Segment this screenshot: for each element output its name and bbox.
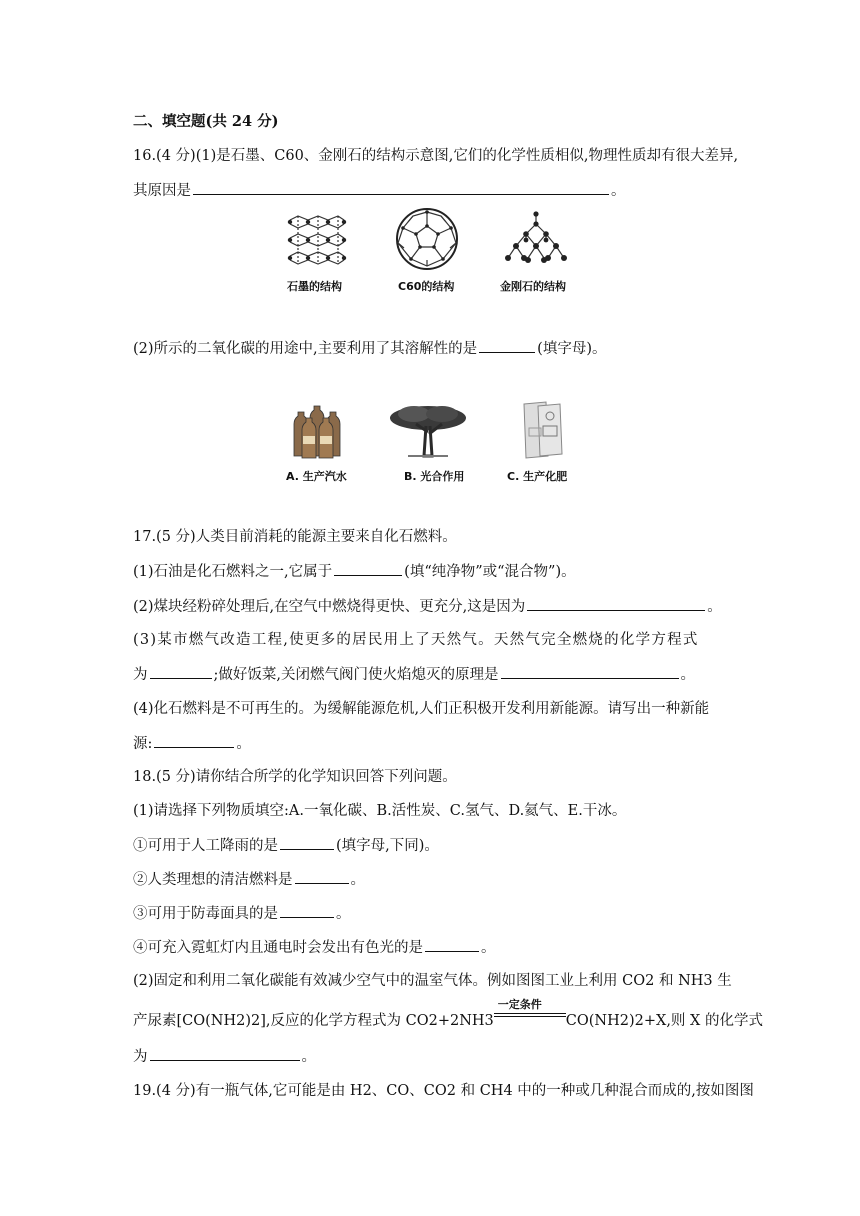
c60-structure-image <box>394 206 460 272</box>
q17-p4-blank <box>154 733 234 748</box>
diamond-structure-image <box>504 210 568 270</box>
soda-bottles-image <box>290 398 352 460</box>
q17-p4-line1: (4)化石燃料是不可再生的。为缓解能源危机,人们正积极开发利用新能源。请写出一种新能 <box>133 701 710 717</box>
q18-item1 <box>133 835 439 856</box>
q17-p3-line1: (3)某市燃气改造工程,使更多的居民用上了天然气。天然气完全燃烧的化学方程式 <box>133 632 699 648</box>
q17-p2-suffix: 。 <box>707 599 722 615</box>
q16-part2-blank <box>479 338 535 353</box>
diamond-caption: 金刚石的结构 <box>500 280 566 293</box>
q18-intro: 18.(5 分)请你结合所学的化学知识回答下列问题。 <box>133 769 457 785</box>
q16-part2 <box>133 338 606 359</box>
q17-p1-label: (1)石油是化石燃料之一,它属于 <box>133 564 333 580</box>
q18-item4-blank <box>425 937 479 952</box>
caption-photosynthesis: B. 光合作用 <box>404 470 465 483</box>
graphite-caption: 石墨的结构 <box>287 280 342 293</box>
reaction-condition-arrow <box>494 998 566 1025</box>
q18-item1-suffix: (填字母,下同)。 <box>336 838 439 854</box>
q18-p1: (1)请选择下列物质填空:A.一氧化碳、B.活性炭、C.氢气、D.氦气、E.干冰。 <box>133 803 627 819</box>
q17-p3-suffix: 。 <box>680 667 695 683</box>
q18-item3 <box>133 903 351 924</box>
q18-item3-label: ③可用于防毒面具的是 <box>133 906 278 922</box>
q18-p2-suffix: 。 <box>301 1049 316 1065</box>
q18-p2-line3 <box>133 1046 316 1067</box>
q17-p4-suffix: 。 <box>236 736 251 752</box>
q16-line2 <box>133 180 626 201</box>
q19-line1: 19.(4 分)有一瓶气体,它可能是由 H2、CO、CO2 和 CH4 中的一种或几种混合而成的,按如图图 <box>133 1083 754 1099</box>
q17-p1 <box>133 561 576 582</box>
graphite-structure-image <box>286 212 348 268</box>
q18-item1-blank <box>280 835 334 850</box>
q18-item4 <box>133 937 496 958</box>
q17-p1-blank <box>334 561 402 576</box>
q18-item2 <box>133 869 365 890</box>
q18-p2-line1: (2)固定和利用二氧化碳能有效减少空气中的温室气体。例如图图工业上利用 CO2 和 NH3 生 <box>133 973 732 989</box>
q18-item4-suffix: 。 <box>481 940 496 956</box>
q18-p2-line2 <box>133 998 763 1031</box>
q18-p2-label: 为 <box>133 1049 148 1065</box>
q17-p3-principle-blank <box>501 664 679 679</box>
q18-item2-suffix: 。 <box>350 872 365 888</box>
q18-item3-blank <box>280 903 334 918</box>
q16-part2-suffix: (填字母)。 <box>537 341 607 357</box>
q18-item2-label: ②人类理想的清洁燃料是 <box>133 872 293 888</box>
q17-p3-label-a: 为 <box>133 667 148 683</box>
fertilizer-bag-image <box>520 398 566 460</box>
reaction-condition-label: 一定条件 <box>497 998 542 1011</box>
q18-item1-label: ①可用于人工降雨的是 <box>133 838 278 854</box>
q18-equation-reactants: 产尿素[CO(NH2)2],反应的化学方程式为 CO2+2NH3 <box>133 1013 494 1029</box>
section-title: 二、填空题(共 24 分) <box>133 113 279 130</box>
q16-reason-blank <box>193 180 609 195</box>
caption-make-soda: A. 生产汽水 <box>286 470 347 483</box>
q17-p4-line2 <box>133 733 251 754</box>
q17-p4-label: 源: <box>133 736 153 752</box>
q17-p3-equation-blank <box>150 664 212 679</box>
c60-caption: C60的结构 <box>398 280 455 293</box>
q17-p3-line2 <box>133 664 695 685</box>
q18-item2-blank <box>295 869 349 884</box>
q16-line2-suffix: 。 <box>611 183 626 199</box>
q17-p2-label: (2)煤块经粉碎处理后,在空气中燃烧得更快、更充分,这是因为 <box>133 599 526 615</box>
q17-p2 <box>133 596 722 617</box>
q16-reason-label: 其原因是 <box>133 183 191 199</box>
q18-item3-suffix: 。 <box>336 906 351 922</box>
q16-line1: 16.(4 分)(1)是石墨、C60、金刚石的结构示意图,它们的化学性质相似,物理性质却有很大差异, <box>133 148 739 164</box>
q16-part2-label: (2)所示的二氧化碳的用途中,主要利用了其溶解性的是 <box>133 341 478 357</box>
q18-equation-products: CO(NH2)2+X,则 X 的化学式 <box>565 1013 763 1029</box>
q18-x-formula-blank <box>150 1046 300 1061</box>
tree-image <box>388 402 468 458</box>
q17-p2-blank <box>527 596 705 611</box>
q17-p1-suffix: (填“纯净物”或“混合物”)。 <box>404 564 576 580</box>
q17-intro: 17.(5 分)人类目前消耗的能源主要来自化石燃料。 <box>133 529 457 545</box>
q18-item4-label: ④可充入霓虹灯内且通电时会发出有色光的是 <box>133 940 423 956</box>
caption-make-fertilizer: C. 生产化肥 <box>507 470 568 483</box>
q17-p3-label-b: ;做好饭菜,关闭燃气阀门使火焰熄灭的原理是 <box>213 667 499 683</box>
